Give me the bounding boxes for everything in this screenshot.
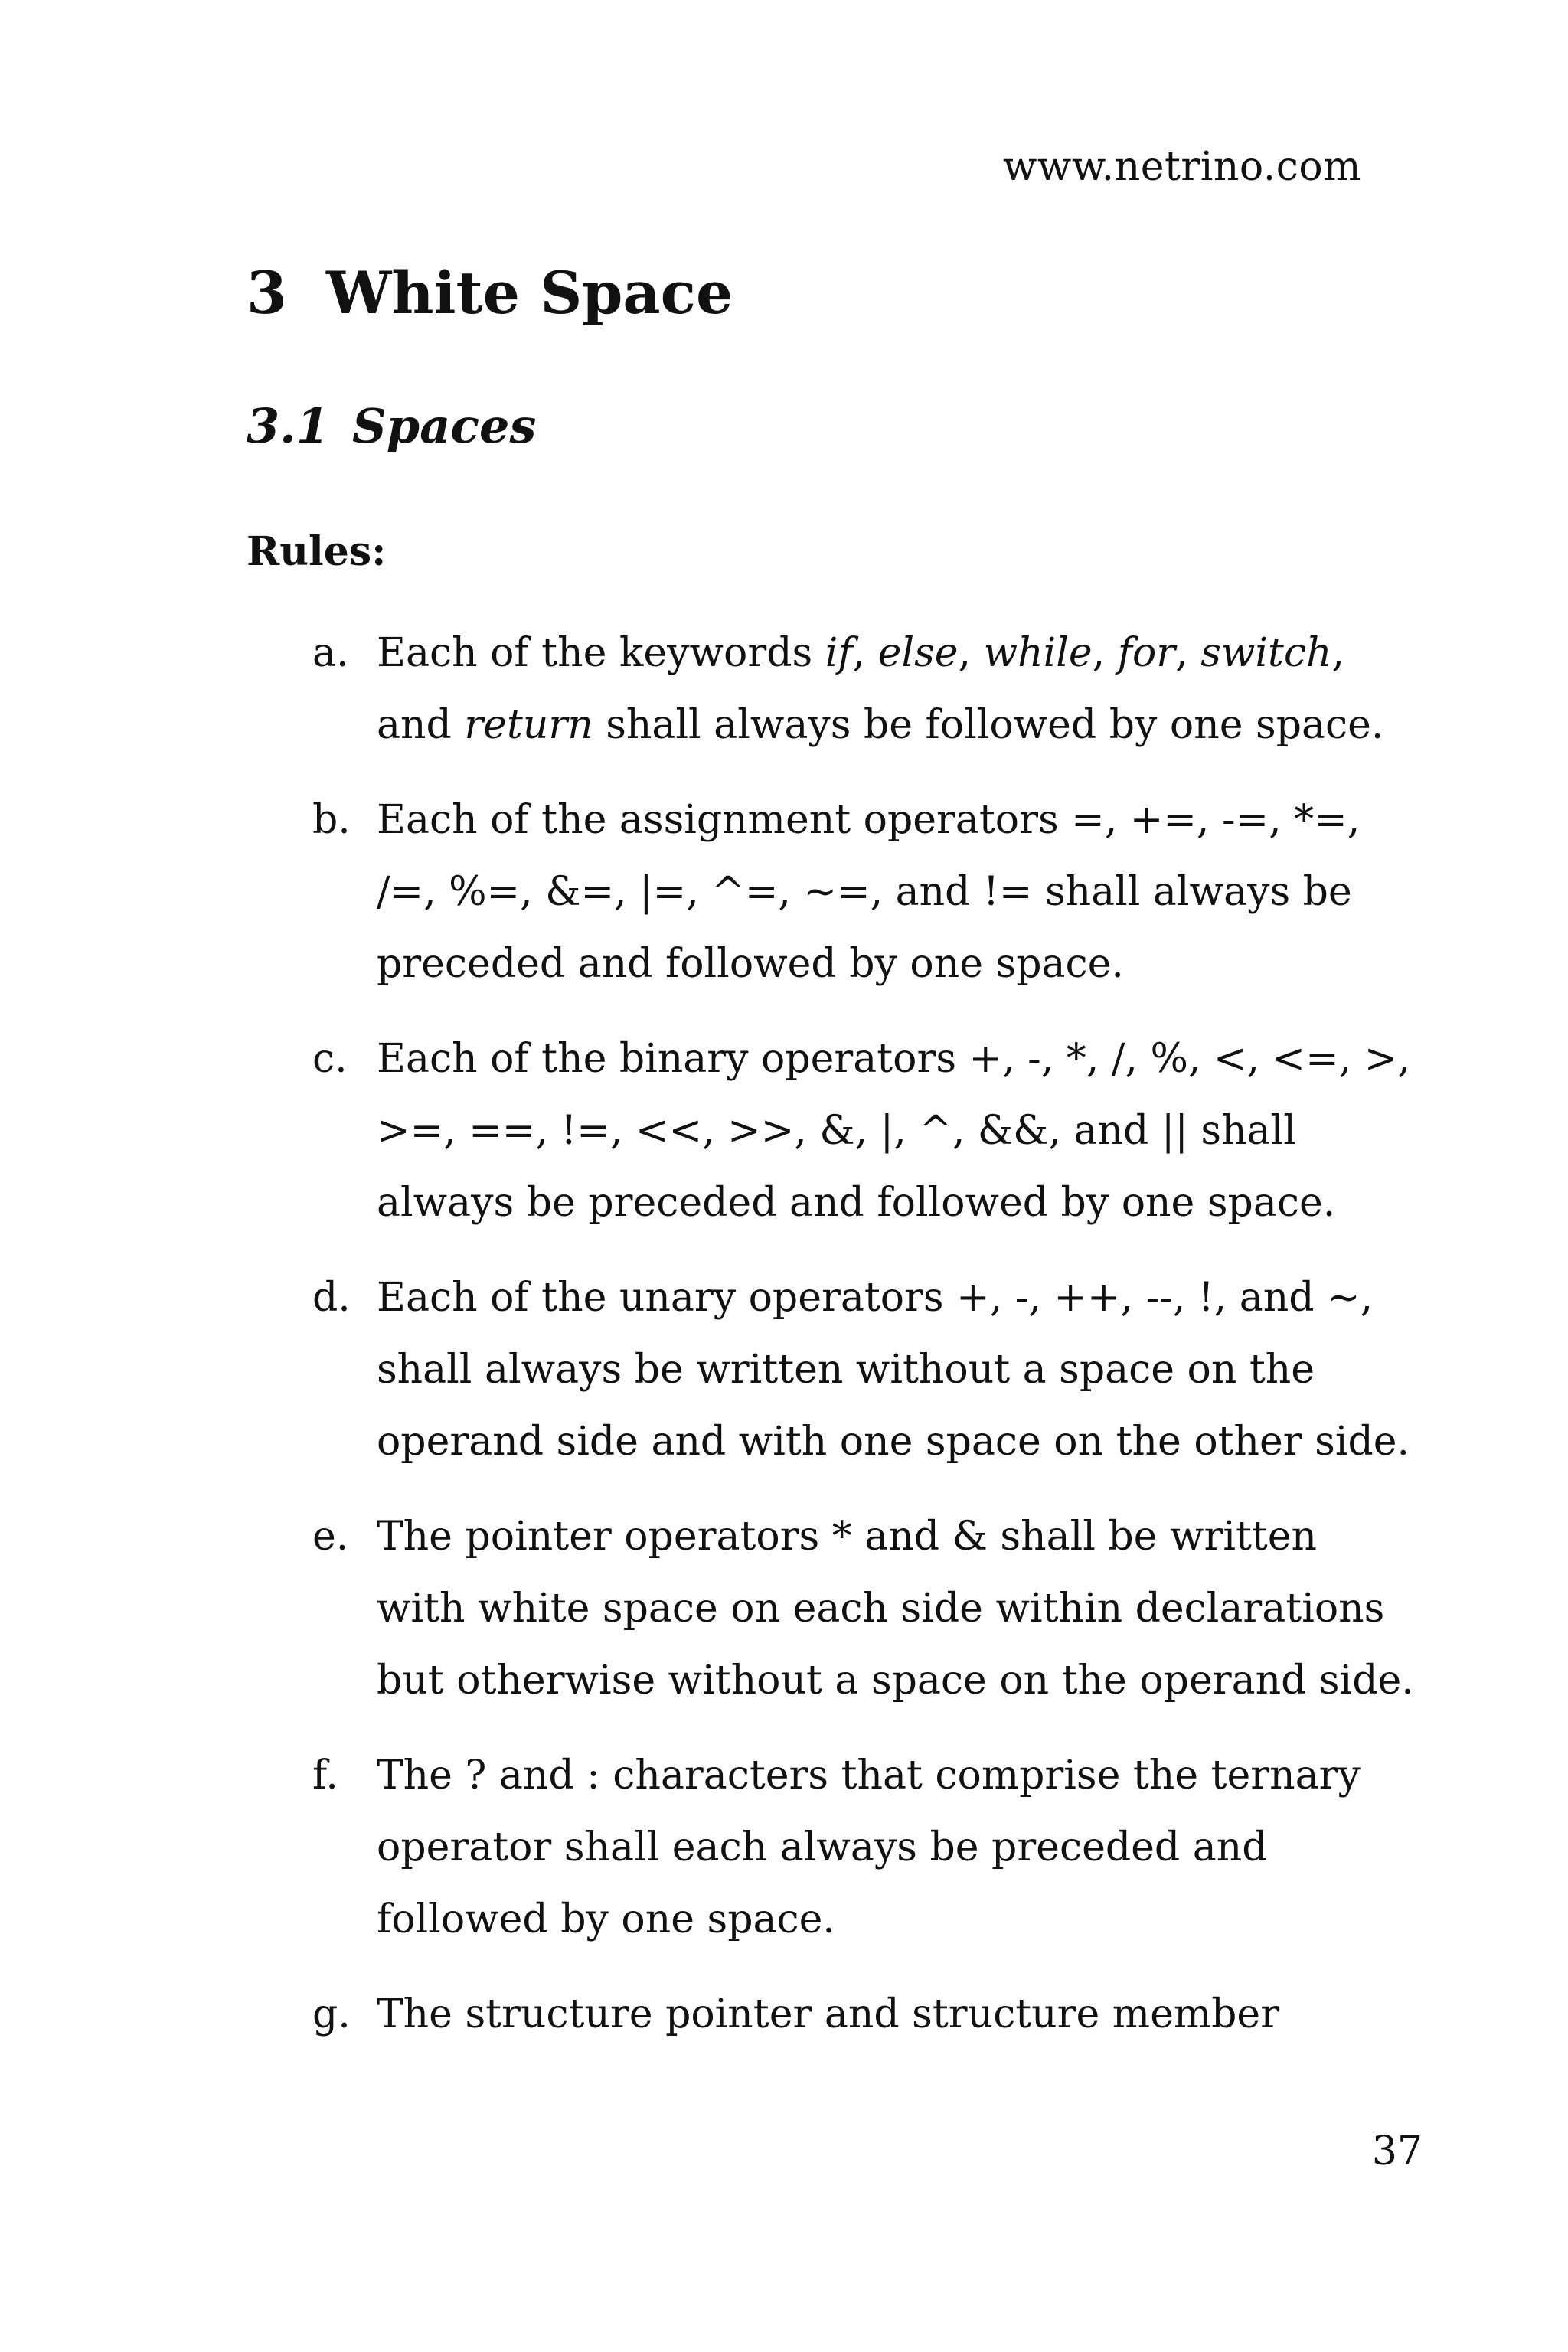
rule-text [377, 1262, 1415, 1478]
rule-text [377, 617, 1415, 761]
running-header-url: www.netrino.com [1002, 144, 1361, 190]
section-number: 3.1 [247, 398, 329, 454]
page-number: 37 [1371, 2128, 1423, 2174]
rule-keyword: else [877, 630, 959, 676]
rule-text-segment: The ? and : characters that comprise the ternary operator shall each always be preceded and followed by one space. [377, 1753, 1361, 1942]
chapter-title: White Space [326, 259, 733, 327]
rule-text-segment: shall always be followed by one space. [593, 702, 1384, 748]
rule-text-segment: The structure pointer and structure member [377, 1991, 1280, 2037]
rule-text [377, 784, 1415, 1000]
rule-text [377, 1978, 1415, 2050]
rule-keyword: for [1117, 630, 1176, 676]
rules-list [312, 617, 1415, 2073]
rule-text-segment: Each of the binary operators +, -, *, /, %, <, <=, >, >=, ==, !=, <<, >>, &, |, ^, &&, and || shall always be preceded and followed by one space. [377, 1036, 1410, 1226]
rule-text-segment: The pointer operators * and & shall be written with white space on each side within declarations but otherwise without a space on the operand side. [377, 1514, 1414, 1704]
rule-text [377, 1740, 1415, 1955]
rule-item [312, 1740, 1415, 1955]
rule-text [377, 1023, 1415, 1239]
rule-marker: b. [312, 797, 351, 843]
rule-marker: f. [312, 1753, 338, 1798]
section-title: Spaces [352, 398, 537, 454]
rules-label: Rules: [247, 528, 387, 575]
rule-item [312, 784, 1415, 1000]
rule-marker: g. [312, 1991, 351, 2037]
rule-text-segment: , [852, 630, 878, 676]
rule-text [377, 1501, 1415, 1717]
rule-text-segment: , [1092, 630, 1118, 676]
section-heading [247, 398, 536, 454]
rule-keyword: if [825, 630, 853, 676]
rule-marker: a. [312, 630, 349, 676]
rule-item [312, 1501, 1415, 1717]
rule-text-segment: , and [377, 630, 1345, 748]
chapter-number: 3 [247, 259, 287, 327]
rule-keyword: return [464, 702, 593, 748]
chapter-heading [247, 259, 733, 327]
rule-item [312, 1978, 1415, 2050]
rule-keyword: while [983, 630, 1093, 676]
rule-text-segment: Each of the keywords [377, 630, 825, 676]
rule-keyword: switch [1200, 630, 1332, 676]
rule-text-segment: Each of the unary operators +, -, ++, --, !, and ~, shall always be written without a space on the operand side and with one space on the other side. [377, 1275, 1410, 1465]
rule-text-segment: , [1175, 630, 1201, 676]
rule-item [312, 1262, 1415, 1478]
rule-item [312, 617, 1415, 761]
rule-text-segment: Each of the assignment operators =, +=, -=, *=, /=, %=, &=, |=, ^=, ~=, and != shall always be preceded and followed by one space. [377, 797, 1361, 987]
rule-text-segment: , [958, 630, 984, 676]
rule-marker: e. [312, 1514, 349, 1560]
rule-item [312, 1023, 1415, 1239]
rule-marker: c. [312, 1036, 348, 1082]
rule-marker: d. [312, 1275, 351, 1321]
